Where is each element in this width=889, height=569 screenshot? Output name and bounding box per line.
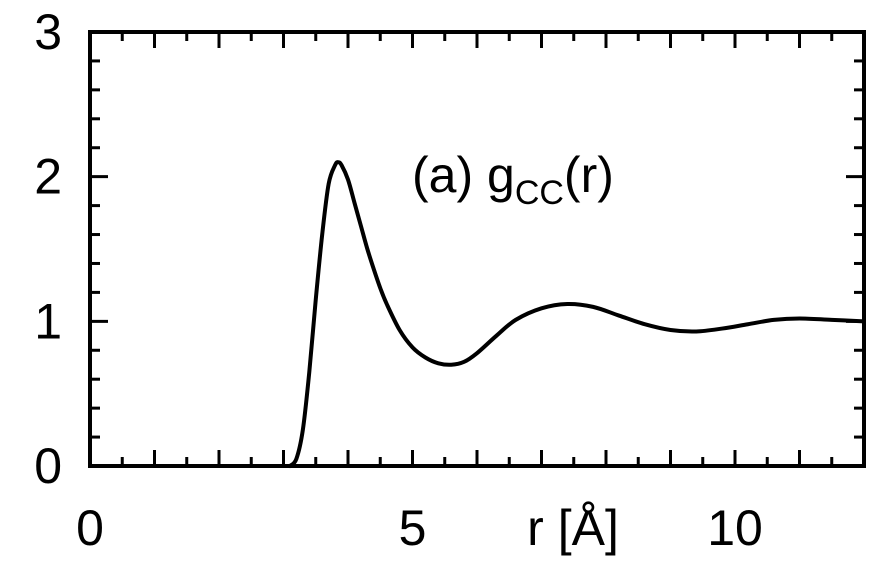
annotation-suffix: (r) bbox=[563, 147, 614, 203]
y-tick-label: 3 bbox=[34, 4, 62, 60]
y-tick-label: 2 bbox=[34, 148, 62, 205]
x-tick-label: 10 bbox=[707, 500, 763, 556]
series-line-gcc bbox=[290, 162, 864, 466]
x-tick-label: 5 bbox=[398, 500, 427, 556]
annotation-prefix: (a) g bbox=[412, 147, 515, 203]
annotation-label bbox=[412, 147, 614, 212]
y-tick-label: 1 bbox=[34, 293, 62, 350]
tick-labels bbox=[34, 4, 763, 556]
x-axis-title: r [Å] bbox=[527, 500, 619, 556]
annotation-subscript: CC bbox=[514, 174, 564, 212]
y-tick-label: 0 bbox=[34, 438, 62, 494]
tick-marks bbox=[90, 32, 864, 466]
plot-frame bbox=[90, 32, 864, 466]
x-tick-label: 0 bbox=[76, 500, 104, 556]
